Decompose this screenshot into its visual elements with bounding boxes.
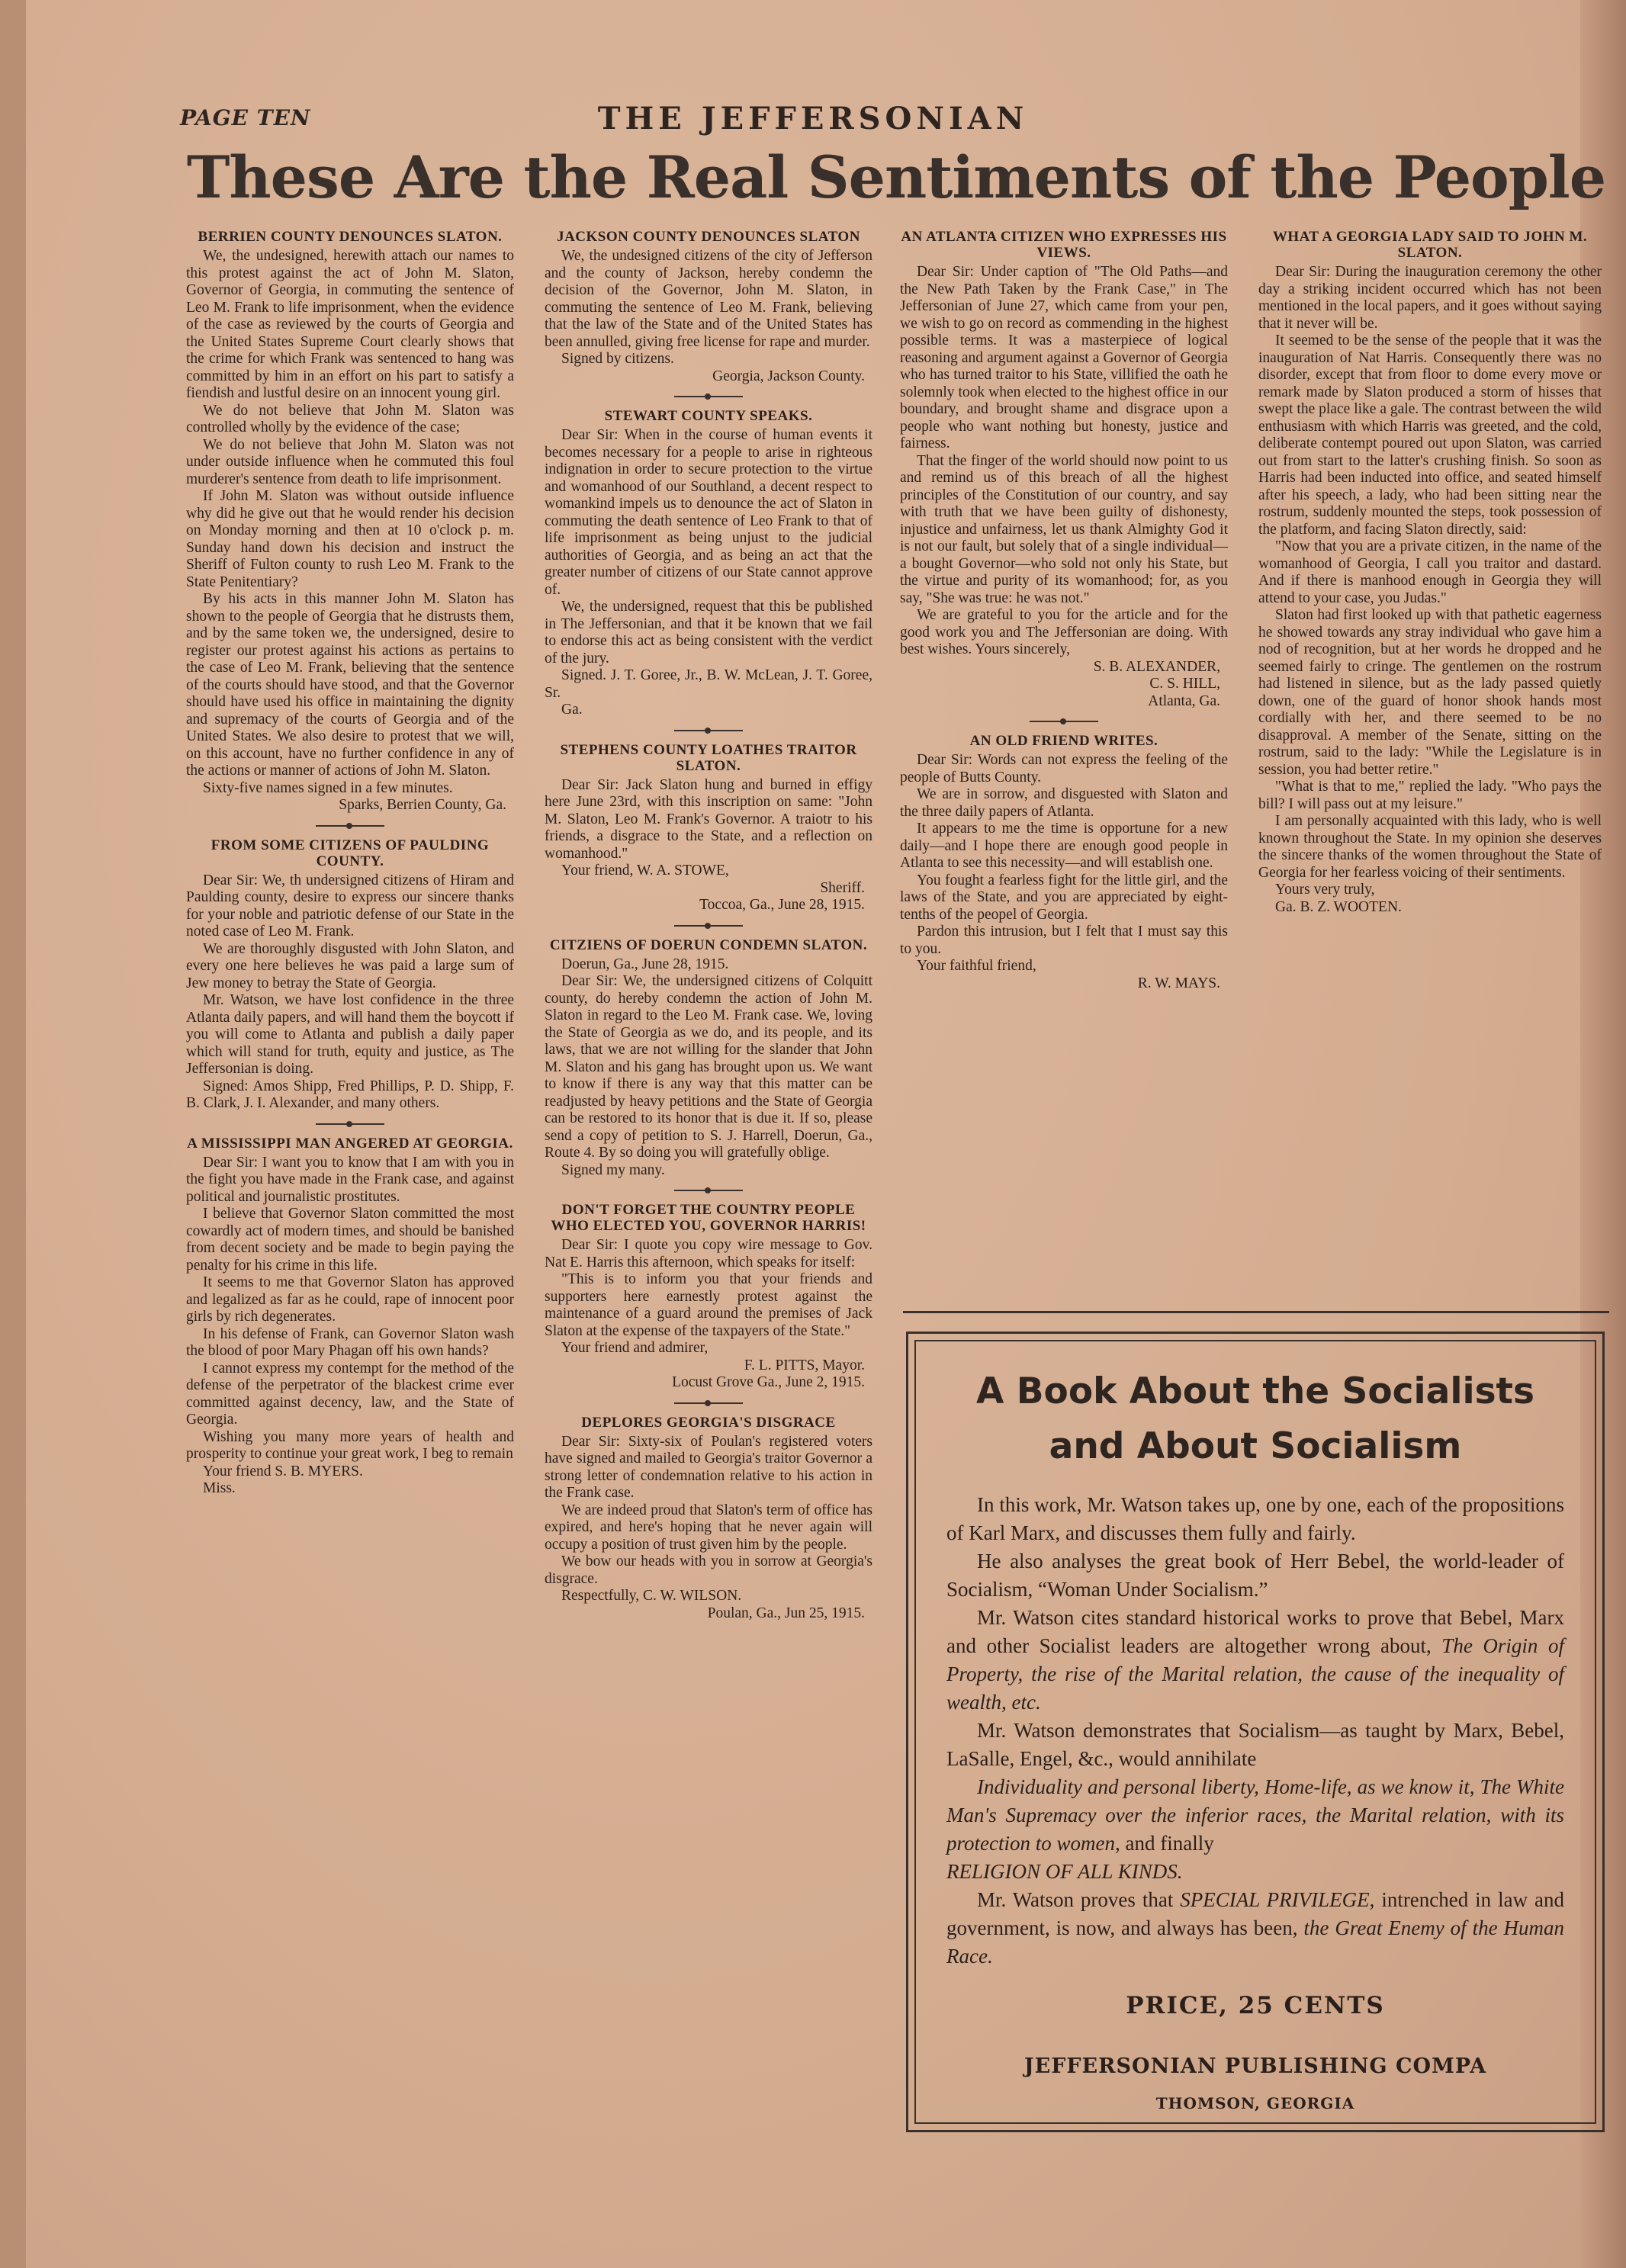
column-2 xyxy=(545,229,872,2158)
article-paragraph: Sixty-five names signed in a few minutes. xyxy=(203,779,453,796)
article-heading: CITZIENS OF DOERUN CONDEMN SLATON. xyxy=(549,936,868,953)
ad-title-line-2: and About Socialism xyxy=(1049,1425,1462,1467)
letter-article xyxy=(186,1136,514,1498)
article-paragraph: Dear Sir: We, the undersigned citizens of Colquitt county, do hereby condemn the action of John M. Slaton in regard to the Leo M. Frank case. We, loving the State of Georgia as we do, and its people, and its laws, that we are not willing for the slander that John M. Slaton and his gang has brought upon us. We want to know if there is any way that this matter can be readjusted by heavy petitions and the State of Georgia can be restored to its honor that is due it. If so, please send a copy of petition to S. J. Harrell, Doerun, Ga., Route 4. By so doing you will gratefully oblige. xyxy=(545,973,872,1161)
article-paragraph: We are in sorrow, and disguested with Slaton and the three daily papers of Atlanta. xyxy=(900,786,1228,820)
letter-article xyxy=(545,1202,872,1392)
ad-italic-text: The Origin of Property, the rise of the Marital relation, the cause of the inequality of wealth, etc. xyxy=(946,1634,1564,1714)
masthead: THE JEFFERSONIAN xyxy=(597,101,1029,137)
article-paragraph: We are thoroughly disgusted with John Slaton, and every one here believes he was paid a large sum of Jew money to betray the State of Georgia. xyxy=(186,940,514,991)
article-paragraph: I cannot express my contempt for the method of the defense of the perpetrator of the blackest crime ever committed against decency, law, and the State of Georgia. xyxy=(186,1360,514,1428)
article-paragraph: I believe that Governor Slaton committed the most cowardly act of modern times, and should be banished from decent society and be made to begin paying the penalty for his crime in this life. xyxy=(186,1206,514,1274)
article-heading: BERRIEN COUNTY DENOUNCES SLATON. xyxy=(198,229,503,245)
article-paragraph: Ga. B. Z. WOOTEN. xyxy=(1275,898,1402,915)
article-paragraph: It appears to me the time is opportune for a new daily—and I hope there are enough good people in Atlanta to see this necessity—and will establish one. xyxy=(900,821,1228,871)
article-paragraph: We do not believe that John M. Slaton was controlled wholly by the evidence of the case; xyxy=(186,402,514,435)
article-heading: FROM SOME CITIZENS OF PAULDING COUNTY. xyxy=(210,837,490,869)
ad-italic-text: SPECIAL PRIVILEGE, xyxy=(1180,1888,1375,1911)
article-paragraph: Your faithful friend, xyxy=(917,958,1036,974)
article-paragraph: Ga. xyxy=(561,702,583,718)
article-signature: Atlanta, Ga. xyxy=(1148,692,1220,709)
ad-title-line-1: A Book About the Socialists xyxy=(976,1370,1534,1412)
article-separator xyxy=(316,1123,384,1125)
letter-article xyxy=(186,837,514,1113)
article-paragraph: If John M. Slaton was without outside influence why did he give out that he would render his decision on Monday morning and then at 10 o'clock p. m. Sunday hand down his decision and instruct the Sheriff of Fulton county to rush Leo M. Frank to the State Penitentiary? xyxy=(186,488,514,590)
ad-city: THOMSON, GEORGIA xyxy=(1155,2094,1355,2112)
article-signature: F. L. PITTS, Mayor. xyxy=(744,1357,865,1373)
article-separator xyxy=(316,825,384,827)
article-paragraph: It seemed to be the sense of the people that it was the inauguration of Nat Harris. Consequently there was no disorder, except that from floor to dome every move or remark made by Slaton produced a storm of hisses that swept the place like a gale. The contrast between the wild enthusiasm with which Harris was greeted, and the cold, deliberate contempt poured out upon Slaton, was carried out from start to the latter's crushing finish. So soon as Harris had been inducted into office, and seated himself after his speech, a lady, who had been sitting near the rostrum, suddenly mounted the steps, took possession of the platform, and facing Slaton directly, said: xyxy=(1258,332,1602,538)
article-separator xyxy=(674,1402,743,1404)
article-heading: DON'T FORGET THE COUNTRY PEOPLE WHO ELECTED YOU, GOVERNOR HARRIS! xyxy=(551,1202,866,1234)
article-paragraph: Dear Sir: During the inauguration ceremony the other day a striking incident occurred which has not been mentioned in the local papers, and it goes without saying that it never will be. xyxy=(1258,264,1602,332)
article-paragraph: Signed. J. T. Goree, Jr., B. W. McLean, J. T. Goree, Sr. xyxy=(545,667,872,701)
article-paragraph: Signed by citizens. xyxy=(561,351,674,367)
article-paragraph: "What is that to me," replied the lady. "Who pays the bill? I will pass out at my leisure." xyxy=(1258,779,1602,812)
column-3 xyxy=(900,229,1228,1296)
article-paragraph: We do not believe that John M. Slaton was not under outside influence when he commuted this foul murderer's sentence from death to life imprisonment. xyxy=(186,436,514,487)
ad-text: Mr. Watson cites standard historical works to prove that Bebel, Marx and other Socialist leaders are altogether wrong about, xyxy=(946,1606,1564,1657)
article-signature: Toccoa, Ga., June 28, 1915. xyxy=(699,897,865,913)
ad-paragraph: He also analyses the great book of Herr Bebel, the world-leader of Socialism, “Woman Under Socialism.” xyxy=(946,1550,1564,1601)
article-paragraph: That the finger of the world should now point to us and remind us of this breach of all the highest principles of the Constitution of our country, and say with truth that we have been guilty of dishonesty, injustice and unfairness, let us thank Almighty God it is not our fault, but solely that of a single individual—a bought Governor—who sold not only his State, but the virtue and purity of its womanhood; for, as you say, "She was true: he was not." xyxy=(900,452,1228,606)
article-paragraph: In his defense of Frank, can Governor Slaton wash the blood of poor Mary Phagan off his own hands? xyxy=(186,1325,514,1359)
advertisement-inner-border xyxy=(914,1340,1596,2124)
article-signature: Georgia, Jackson County. xyxy=(712,368,865,384)
column-4 xyxy=(1258,229,1602,1296)
article-paragraph: Doerun, Ga., June 28, 1915. xyxy=(561,956,729,972)
letter-article xyxy=(545,408,872,719)
article-heading: AN ATLANTA CITIZEN WHO EXPRESSES HIS VIEWS. xyxy=(901,229,1227,261)
article-signature: Sparks, Berrien County, Ga. xyxy=(339,797,506,813)
article-signature: S. B. ALEXANDER, xyxy=(1093,658,1220,675)
article-paragraph: Your friend and admirer, xyxy=(561,1340,709,1356)
article-separator xyxy=(674,396,743,397)
article-separator xyxy=(674,730,743,731)
page-edge-left xyxy=(0,0,26,2268)
article-paragraph: Miss. xyxy=(203,1480,236,1496)
article-paragraph: Dear Sir: I want you to know that I am with you in the fight you have made in the Frank case, and against political and journalistic prostitutes. xyxy=(186,1154,514,1205)
article-paragraph: Dear Sir: Jack Slaton hung and burned in effigy here June 23rd, with this inscription on same: "John M. Slaton, Leo M. Frank's Governor. A traiotr to his friends, a disgrace to the State, and a reflection on womanhood." xyxy=(545,776,872,862)
page-number-label: PAGE TEN xyxy=(180,105,311,130)
article-paragraph: Your friend S. B. MYERS. xyxy=(203,1463,363,1479)
ad-paragraph: In this work, Mr. Watson takes up, one by one, each of the propositions of Karl Marx, and discusses them fully and fairly. xyxy=(946,1493,1564,1544)
article-paragraph: Signed my many. xyxy=(561,1161,665,1178)
letter-article xyxy=(545,1415,872,1623)
letter-article xyxy=(545,229,872,385)
ad-paragraph xyxy=(946,1886,1564,1971)
article-separator xyxy=(674,925,743,927)
article-heading: STEWART COUNTY SPEAKS. xyxy=(604,408,813,424)
page-headline: These Are the Real Sentiments of the People xyxy=(186,143,1606,211)
ad-paragraph xyxy=(946,1773,1564,1886)
article-paragraph: Pardon this intrusion, but I felt that I must say this to you. xyxy=(900,924,1228,957)
article-paragraph: "Now that you are a private citizen, in the name of the womanhood of Georgia, I call you traitor and dastard. And if there is manhood enough in Georgia they will attend to your case, you Judas." xyxy=(1258,538,1602,606)
article-heading: STEPHENS COUNTY LOATHES TRAITOR SLATON. xyxy=(560,741,857,774)
article-paragraph: We bow our heads with you in sorrow at Georgia's disgrace. xyxy=(545,1553,872,1587)
book-advertisement xyxy=(906,1332,1605,2132)
ad-italic-text: the Great Enemy of the Human Race. xyxy=(946,1916,1565,1968)
article-paragraph: Dear Sir: Under caption of "The Old Paths—and the New Path Taken by the Frank Case," in The Jeffersonian of June 27, which came from your pen, we wish to go on record as commending in the highest possible terms. It was a masterpiece of logical reasoning and argument against a Governor of Georgia who has turned traitor to his State, villified the oath he solemnly took when elected to the highest office in our boundary, and brought shame and disgrace upon a people who want nothing but honesty, justice and fairness. xyxy=(900,264,1228,451)
article-paragraph: Dear Sir: I quote you copy wire message to Gov. Nat E. Harris this afternoon, which speaks for itself: xyxy=(545,1237,872,1271)
article-signature: C. S. HILL, xyxy=(1149,676,1220,692)
article-paragraph: We, the undersigned, request that this be published in The Jeffersonian, and that it be known that we fail to endorse this act as being consistent with the verdict of the jury. xyxy=(545,599,872,667)
article-heading: AN OLD FRIEND WRITES. xyxy=(969,733,1158,749)
article-signature: Poulan, Ga., Jun 25, 1915. xyxy=(707,1605,865,1621)
article-paragraph: Mr. Watson, we have lost confidence in the three Atlanta daily papers, and will hand them the boycott if you will come to Atlanta and publish a daily paper which will stand for truth, equity and justice, as The Jeffersonian is doing. xyxy=(186,992,514,1077)
article-paragraph: We are grateful to you for the article and for the good work you and The Jeffersonian are doing. With best wishes. Yours sincerely, xyxy=(900,607,1228,657)
ad-publisher: JEFFERSONIAN PUBLISHING COMPA xyxy=(1023,2054,1487,2078)
column-1 xyxy=(186,229,514,2158)
article-paragraph: By his acts in this manner John M. Slaton has shown to the people of Georgia that he distrusts them, and by the same token we, the undersigned, desire to register our protest against his actions as pertains to the case of Leo M. Frank, believing that the sentence of the courts should have stood, and that the Governor should have used his office in maintaining the dignity and supremacy of the courts of Georgia and of the United States. We also desire to protest that we will, on this account, have no further confidence in any of the actions or manner of actions of John M. Slaton. xyxy=(186,591,514,779)
article-paragraph: Dear Sir: Words can not express the feeling of the people of Butts County. xyxy=(900,752,1228,785)
article-heading: A MISSISSIPPI MAN ANGERED AT GEORGIA. xyxy=(187,1135,513,1152)
article-separator xyxy=(1030,721,1098,722)
letter-article xyxy=(545,742,872,914)
ad-paragraph: Mr. Watson demonstrates that Socialism—as taught by Marx, Bebel, LaSalle, Engel, &c., would annihilate xyxy=(946,1719,1564,1770)
article-paragraph: Yours very truly, xyxy=(1275,882,1375,898)
article-paragraph: Your friend, W. A. STOWE, xyxy=(561,863,729,879)
article-paragraph: We are indeed proud that Slaton's term of office has expired, and here's hoping that he never again will occupy a position of trust given him by the people. xyxy=(545,1502,872,1553)
article-separator xyxy=(674,1190,743,1191)
ad-price: PRICE, 25 CENTS xyxy=(1126,1992,1385,2019)
article-paragraph: Wishing you many more years of health and prosperity to continue your great work, I beg to remain xyxy=(186,1428,514,1462)
article-paragraph: Respectfully, C. W. WILSON. xyxy=(561,1588,742,1604)
ad-paragraph xyxy=(946,1604,1564,1717)
letter-article xyxy=(545,937,872,1180)
article-paragraph: I am personally acquainted with this lady, who is well known throughout the State. In my opinion she deserves the sincere thanks of the women throughout the State of Georgia for her fearless voicing of their sentiments. xyxy=(1258,813,1602,881)
article-paragraph: It seems to me that Governor Slaton has approved and legalized as far as he could, rape of innocent poor girls by rich degenerates. xyxy=(186,1274,514,1325)
letter-article xyxy=(900,733,1228,992)
ad-text: Mr. Watson proves that xyxy=(977,1888,1181,1911)
article-paragraph: Dear Sir: Sixty-six of Poulan's registered voters have signed and mailed to Georgia's traitor Governor a strong letter of condemnation relative to his action in the Frank case. xyxy=(545,1433,872,1501)
article-paragraph: Dear Sir: When in the course of human events it becomes necessary for a people to arise in righteous indignation in order to secure protection to the virtue and womanhood of our Southland, a decent respect to womankind impels us to denounce the act of Slaton in commuting the death sentence of Leo Frank to that of life imprisonment as being unjust to the judicial authorities of Georgia, and as being an act that the greater number of citizens of our State cannot approve of. xyxy=(545,427,872,598)
ad-italic-text: RELIGION OF ALL KINDS. xyxy=(946,1860,1183,1883)
article-heading: JACKSON COUNTY DENOUNCES SLATON xyxy=(557,229,860,245)
article-paragraph: Slaton had first looked up with that pathetic eagerness he showed towards any stray individual who gave him a nod of recognition, but at her words he dropped and he seemed fairly to cringe. The gentlemen on the rostrum had listened in silence, but as the lady passed quietly down, one of the guard of honor shook hands most cordially with her, and there seemed to be no disapproval. A member of the Senate, sitting on the rostrum, said to the lady: "While the Legislature is in session, you had better retire." xyxy=(1258,607,1602,778)
section-rule xyxy=(903,1311,1609,1313)
ad-italic-text: Individuality and personal liberty, Home-life, as we know it, The White Man's Supremacy over the inferior races, the Marital relation, with its protection to women, xyxy=(946,1775,1564,1855)
article-heading: WHAT A GEORGIA LADY SAID TO JOHN M. SLATON. xyxy=(1272,229,1588,261)
article-signature: Locust Grove Ga., June 2, 1915. xyxy=(672,1374,865,1390)
article-signature: Sheriff. xyxy=(820,879,865,896)
article-paragraph: We, the undesigned, herewith attach our names to this protest against the act of John M. Slaton, Governor of Georgia, in commuting the sentence of Leo M. Frank to life imprisonment, when the evidence of the case as reviewed by the courts of Georgia and the United States Supreme Court clearly shows that the crime for which Frank was sentenced to hang was committed by him in an effort on his part to satisfy a fiendish and lustful desire on an innocent young girl. xyxy=(186,248,514,401)
article-paragraph: "This is to inform you that your friends and supporters here earnestly protest against the maintenance of a guard around the premises of Jack Slaton at the expense of the taxpayers of the State." xyxy=(545,1271,872,1339)
letter-article xyxy=(1258,229,1602,916)
article-paragraph: Dear Sir: We, th undersigned citizens of Hiram and Paulding county, desire to express our sincere thanks for your noble and patriotic defense of our State in the noted case of Leo M. Frank. xyxy=(186,872,514,940)
article-paragraph: Signed: Amos Shipp, Fred Phillips, P. D. Shipp, F. B. Clark, J. I. Alexander, and many others. xyxy=(186,1078,514,1111)
article-heading: DEPLORES GEORGIA'S DISGRACE xyxy=(581,1414,836,1431)
article-paragraph: We, the undesigned citizens of the city of Jefferson and the county of Jackson, hereby condemn the decision of the Governor, John M. Slaton, in commuting the sentence of Leo M. Frank, believing that the law of the State and of the United States has been annulled, giving free license for rape and murder. xyxy=(545,248,872,350)
article-signature: R. W. MAYS. xyxy=(1137,975,1220,991)
article-paragraph: You fought a fearless fight for the little girl, and the laws of the State, and you are appreciated by eight-tenths of the peopel of Georgia. xyxy=(900,872,1228,923)
ad-text: intrenched in law and government, is now, and always has been, xyxy=(946,1888,1564,1939)
ad-text: and finally xyxy=(1120,1832,1214,1855)
letter-article xyxy=(186,229,514,814)
letter-article xyxy=(900,229,1228,710)
